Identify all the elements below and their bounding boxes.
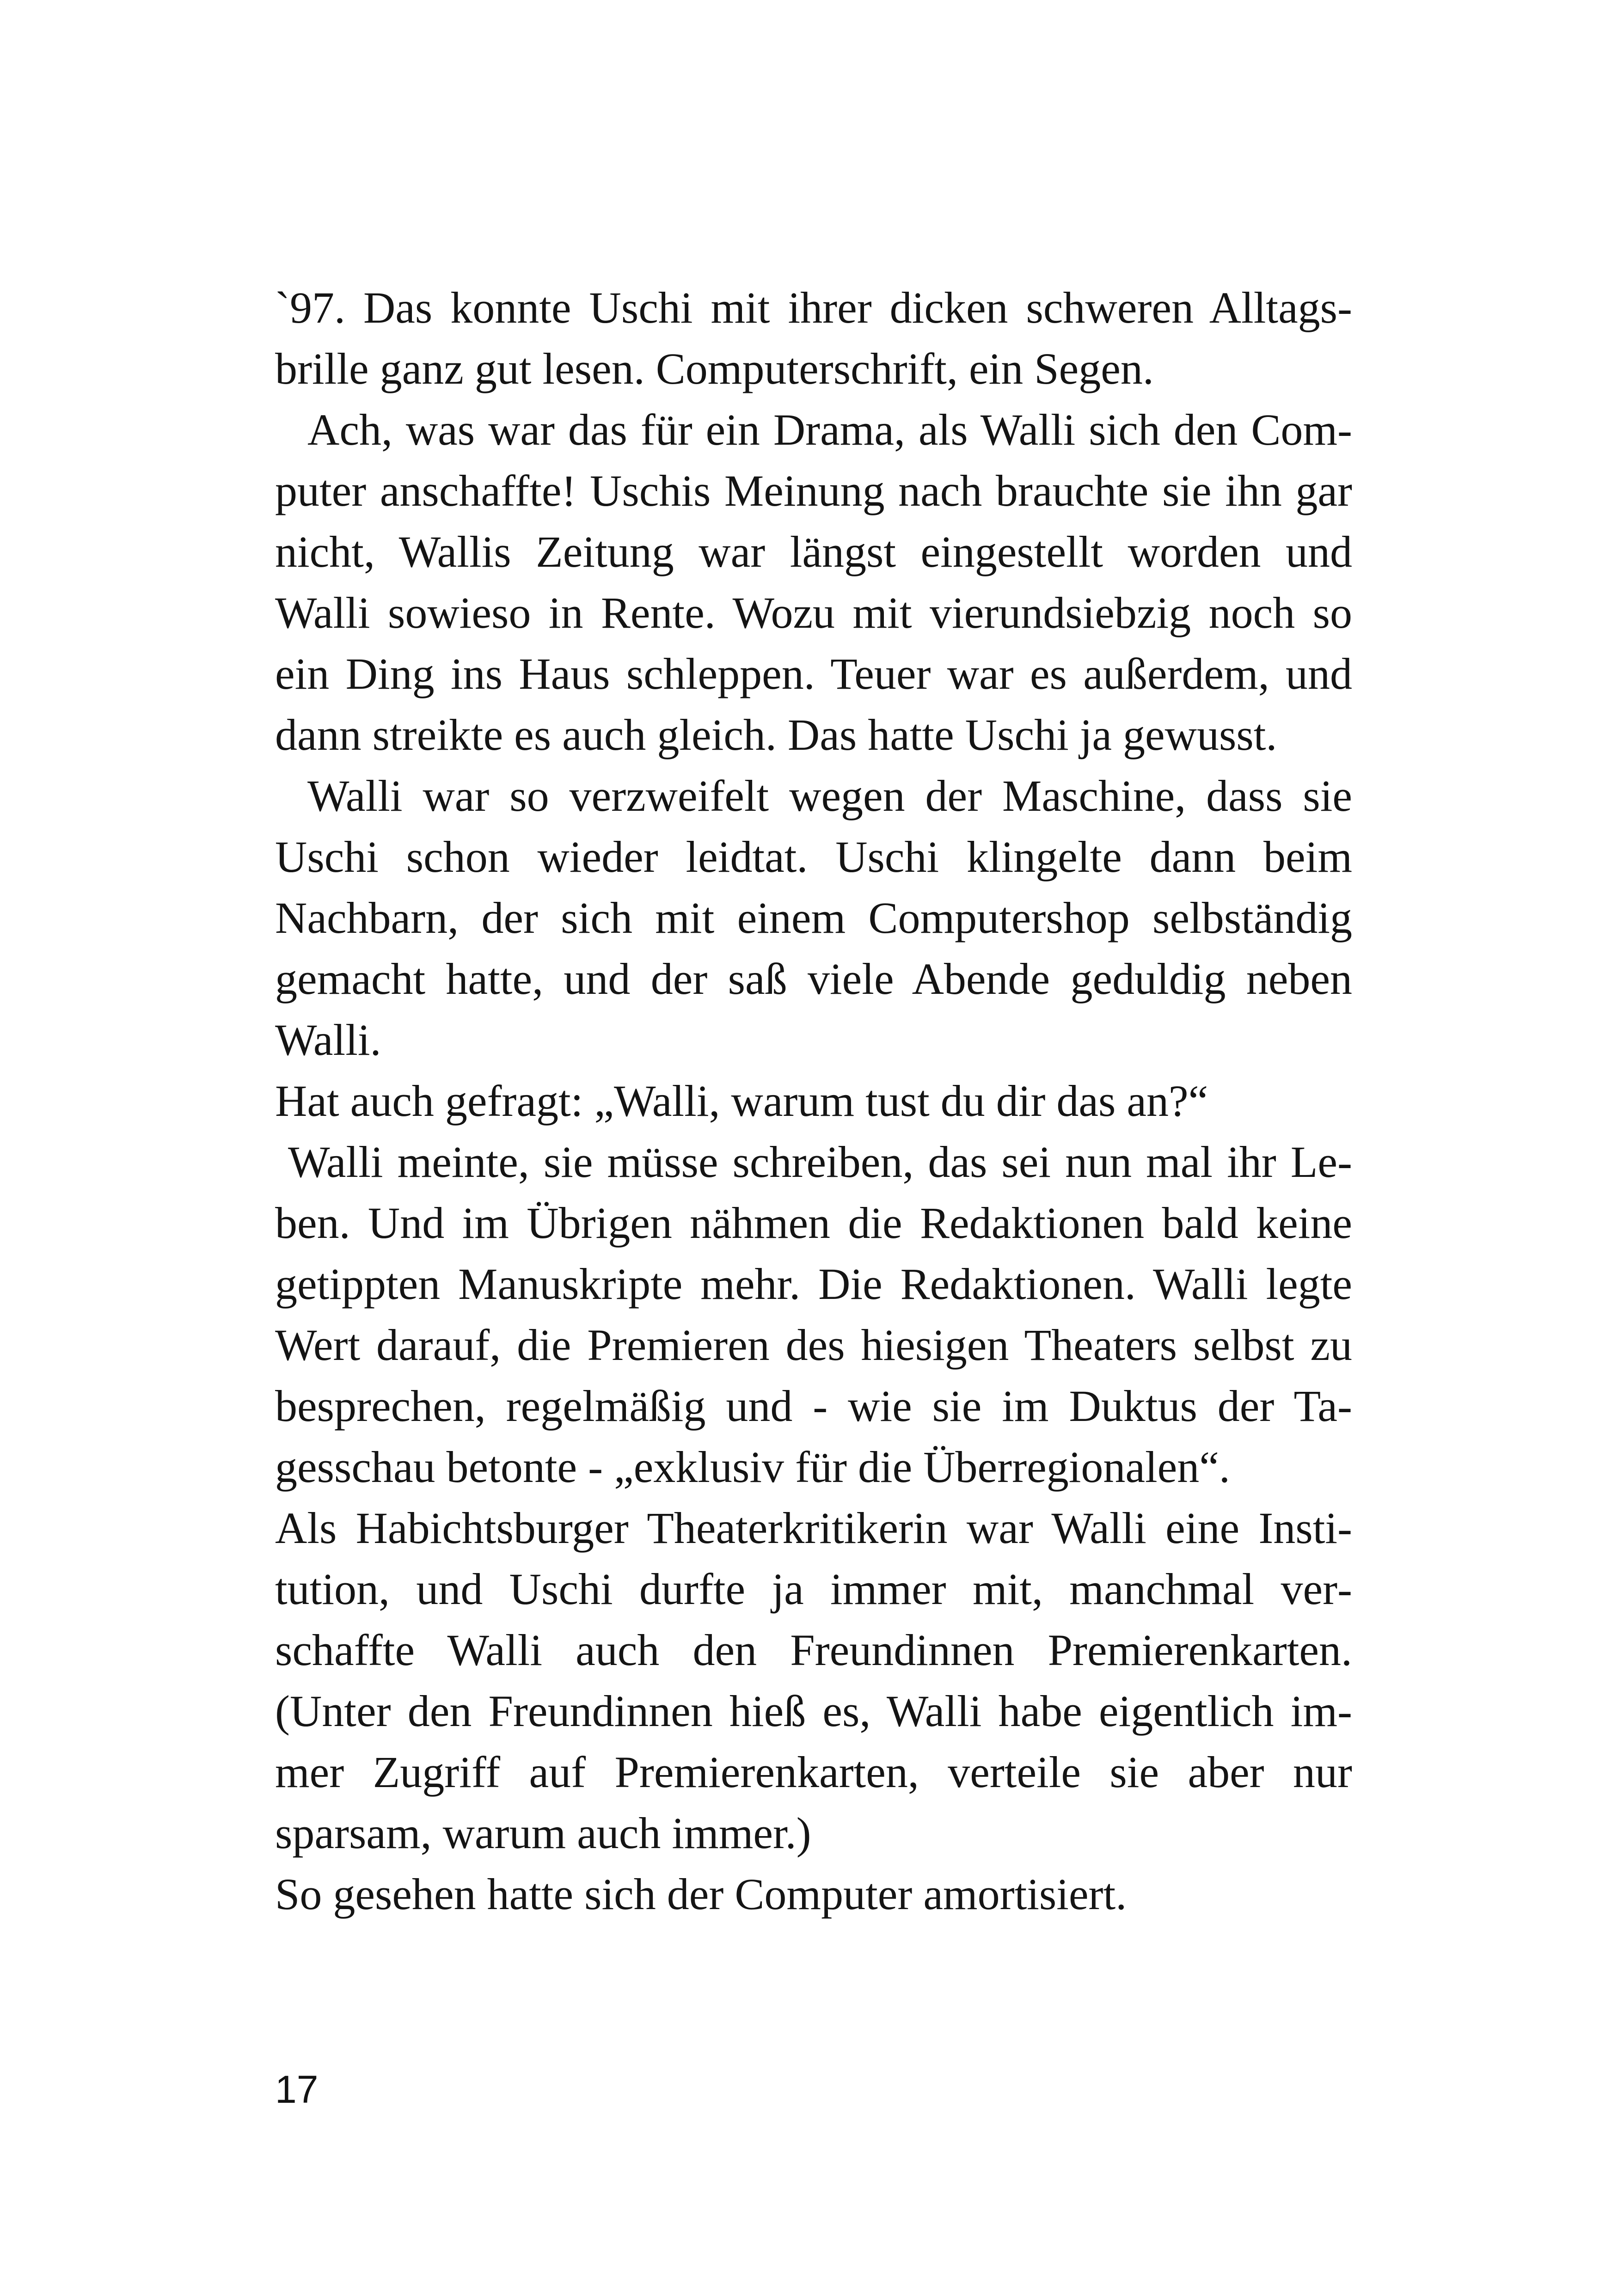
paragraph-6: Als Habichtsburger Theaterkritikerin war Walli eine Institution, und Uschi durfte ja immer mit, manchmal verschaffte Walli auch den Freundinnen Premierenkarten. (Unter den Freundinnen hieß es, Walli habe eigentlich immer Zugriff auf Premierenkarten, verteile sie aber nur sparsam, warum auch immer.) — [275, 1503, 1352, 1858]
paragraph-2: Ach, was war das für ein Drama, als Walli sich den Computer anschaffte! Uschis Meinung nach brauchte sie ihn gar nicht, Wallis Zeitung war längst eingestellt worden und Walli sowieso in Rente. Wozu mit vierundsiebzig noch so ein Ding ins Haus schleppen. Teuer war es außerdem, und dann streikte es auch gleich. Das hatte Uschi ja gewusst. — [275, 405, 1352, 759]
paragraph-5: Walli meinte, sie müsse schreiben, das sei nun mal ihr Leben. Und im Übrigen nähmen die Redaktionen bald keine getippten Manuskripte mehr. Die Redaktionen. Walli legte Wert darauf, die Premieren des hiesigen Theaters selbst zu besprechen, regelmäßig und - wie sie im Duktus der Tagesschau betonte - „exklusiv für die Überregionalen“. — [275, 1137, 1352, 1492]
paragraph-4: Hat auch gefragt: „Walli, warum tust du dir das an?“ — [275, 1076, 1208, 1126]
body-text — [275, 277, 1352, 1925]
paragraph-3: Walli war so verzweifelt wegen der Maschine, dass sie Uschi schon wieder leidtat. Uschi klingelte dann beim Nachbarn, der sich mit einem Computershop selbständig gemacht hatte, und der saß viele Abende geduldig neben Walli. — [275, 771, 1352, 1065]
paragraph-1: `97. Das konnte Uschi mit ihrer dicken schweren Alltagsbrille ganz gut lesen. Computerschrift, ein Segen. — [275, 283, 1352, 393]
paragraph-7: So gesehen hatte sich der Computer amortisiert. — [275, 1869, 1127, 1919]
page-number: 17 — [275, 2068, 319, 2111]
